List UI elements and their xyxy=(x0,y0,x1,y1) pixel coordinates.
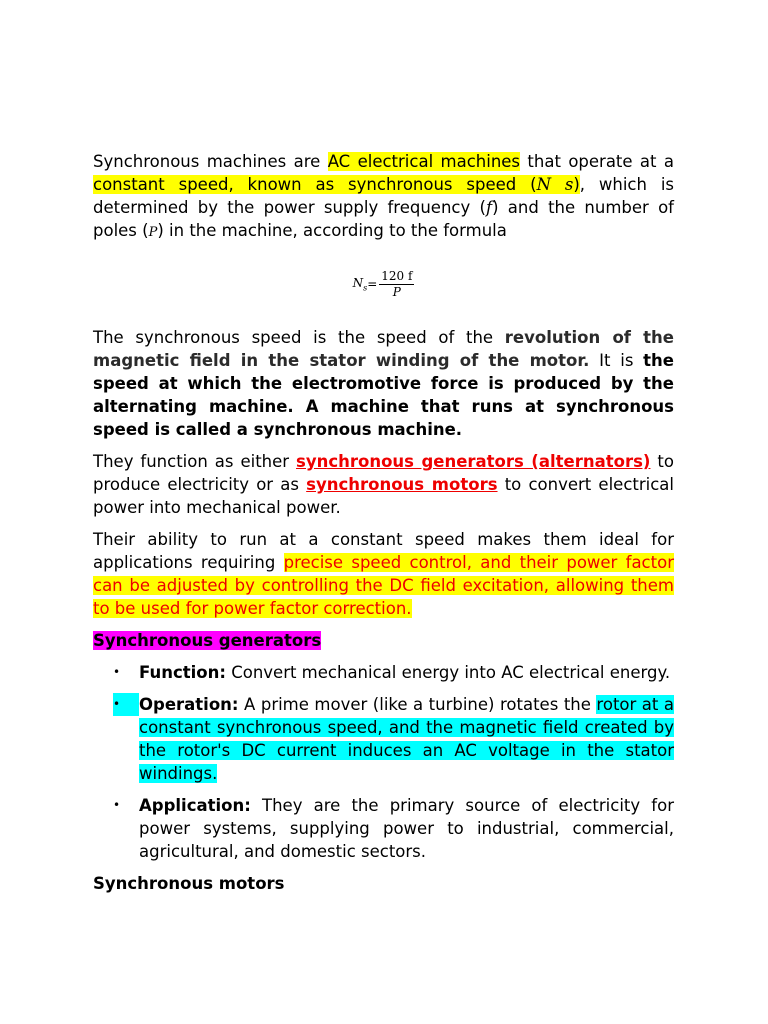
list-item-text xyxy=(139,661,674,684)
intro-paragraph xyxy=(93,150,674,244)
document-body xyxy=(93,150,674,895)
intro-text: that operate at a xyxy=(520,152,675,171)
heading-text: Synchronous generators xyxy=(93,631,322,650)
function-paragraph xyxy=(93,450,674,519)
link-synchronous-motors[interactable]: synchronous motors xyxy=(306,475,498,494)
bold-text: A machine that runs at synchronous speed is called a synchronous machine. xyxy=(93,397,674,439)
list-item xyxy=(93,794,674,863)
bullet-icon: • xyxy=(113,798,121,812)
item-label: Application: xyxy=(139,796,251,815)
body-text: They function as either xyxy=(93,452,297,471)
highlight-text: constant speed, known as synchronous speed ( xyxy=(93,175,537,194)
bullet-icon: • xyxy=(113,665,121,679)
intro-text: ) in the machine, according to the formula xyxy=(157,221,507,240)
item-text: A prime mover (like a turbine) rotates the xyxy=(238,695,597,714)
section-heading-motors xyxy=(93,872,674,895)
highlight-power-factor: precise speed control, and their power factor can be adjusted by controlling the DC field excitation, allowing them to be used for power factor correction. xyxy=(93,553,674,618)
synchronous-speed-paragraph xyxy=(93,326,674,441)
section-heading-generators xyxy=(93,629,674,652)
bullet-icon: • xyxy=(113,693,139,716)
list-item-text xyxy=(139,794,674,863)
highlight-constant-speed xyxy=(93,175,580,194)
synchronous-speed-formula xyxy=(93,244,674,324)
generator-bullet-list xyxy=(93,661,674,863)
item-label: Function: xyxy=(139,663,226,682)
item-text: Convert mechanical energy into AC electrical energy. xyxy=(225,663,671,682)
body-text: Their ability to run at a constant speed makes them ideal for applications requiring xyxy=(93,530,674,572)
link-synchronous-generators[interactable]: synchronous generators (alternators) xyxy=(296,452,651,471)
highlight-ac-machines: AC electrical machines xyxy=(327,152,521,171)
formula-numerator: 120 f xyxy=(381,268,413,283)
list-item xyxy=(93,661,674,684)
body-text: to convert electrical power into mechanical power. xyxy=(93,475,674,517)
highlight-text: ) xyxy=(573,175,580,194)
formula-fraction xyxy=(379,269,414,300)
intro-text: , which is determined by the power supply frequency ( xyxy=(93,175,675,217)
symbol-p: P xyxy=(148,225,158,240)
intro-text: Synchronous machines are xyxy=(93,152,328,171)
list-item xyxy=(93,693,674,785)
highlight-operation: rotor at a constant synchronous speed, and the magnetic field created by the rotor's DC current induces an AC voltage in the stator windings. xyxy=(139,695,675,783)
body-text: It is xyxy=(589,351,644,370)
symbol-ns: N s xyxy=(536,175,574,194)
heading-text: Synchronous motors xyxy=(93,874,285,893)
symbol-f: f xyxy=(485,198,493,217)
bold-text: the speed at which the electromotive force is produced by the alternating machine. xyxy=(93,351,674,416)
item-text: They are the primary source of electricity for power systems, supplying power to industrial, commercial, agricultural, and domestic sectors. xyxy=(139,796,674,861)
formula-lhs: $N_s$ xyxy=(352,275,368,293)
body-text: to produce electricity or as xyxy=(93,452,674,494)
formula-equals: = xyxy=(367,277,378,291)
formula-subscript: s xyxy=(363,283,368,293)
bold-text: revolution of the magnetic field in the stator winding of the motor. xyxy=(93,328,674,370)
formula-denominator: P xyxy=(392,284,401,299)
list-item-text xyxy=(139,693,674,785)
item-label: Operation: xyxy=(139,695,239,714)
intro-text: ) and the number of poles ( xyxy=(93,198,674,240)
body-text: The synchronous speed is the speed of the xyxy=(93,328,505,347)
ability-paragraph xyxy=(93,528,674,620)
